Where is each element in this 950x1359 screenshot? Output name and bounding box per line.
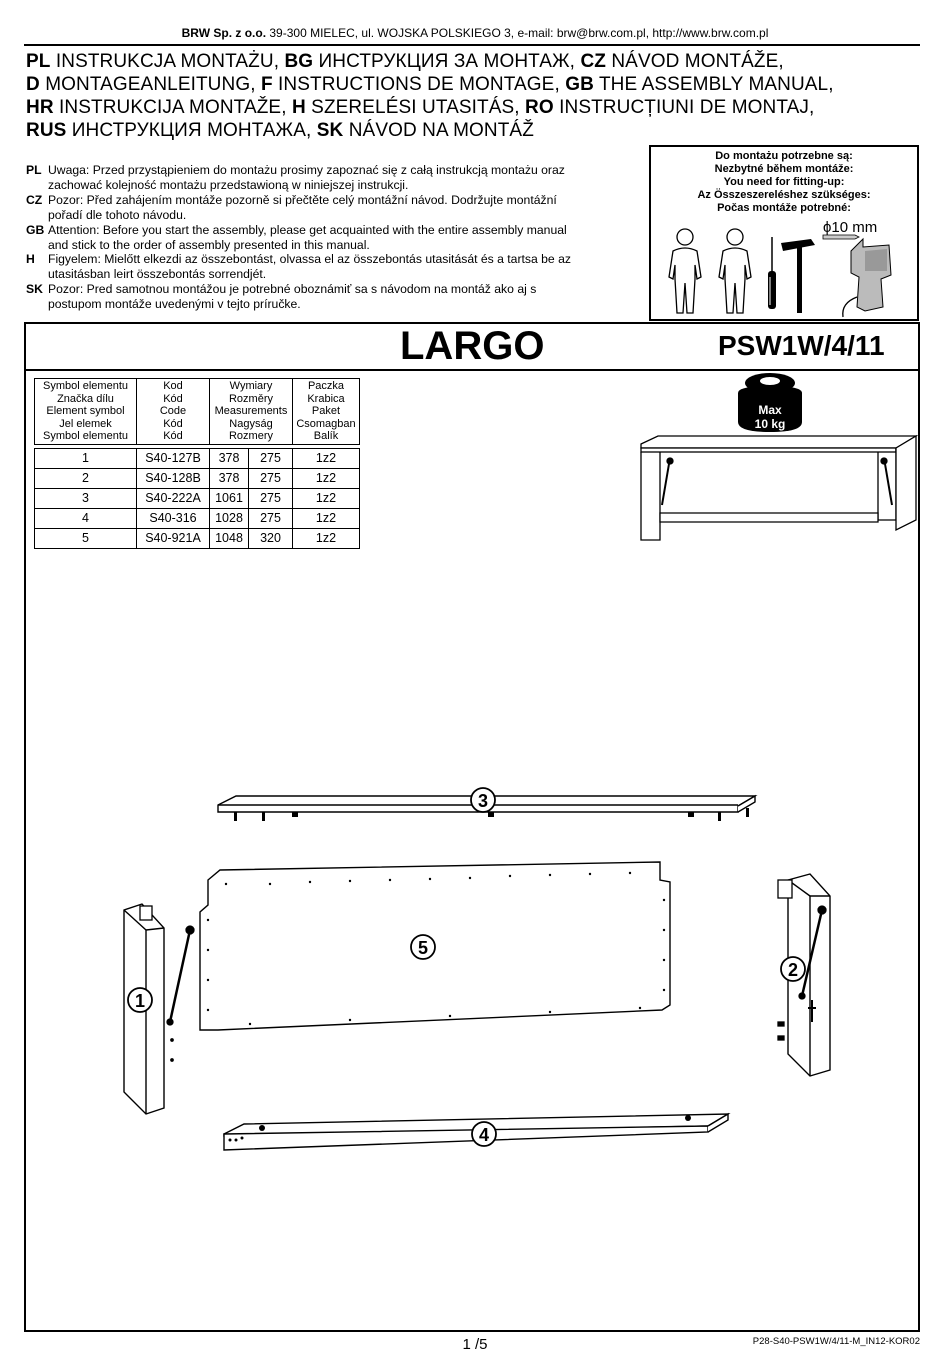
- title-text: ИНСТРУКЦИЯ МОНТАЖА,: [66, 120, 317, 141]
- title-text: MONTAGEANLEITUNG,: [39, 74, 261, 95]
- language-code: PL: [26, 51, 51, 72]
- title-text: INSTRUCȚIUNI DE MONTAJ,: [553, 97, 815, 118]
- language-code: GB: [565, 74, 594, 95]
- header-line: Symbol elementu: [43, 380, 128, 392]
- intro-language-code: H: [26, 252, 35, 267]
- language-code: F: [260, 74, 273, 95]
- language-code: CZ: [580, 51, 606, 72]
- part-label-4: [472, 1122, 496, 1146]
- header-line: Kód: [163, 392, 183, 405]
- header-line: Csomagban: [296, 417, 356, 430]
- cell-code: S40-921A: [137, 528, 210, 548]
- max-load-label: Max: [758, 403, 782, 417]
- cell-dim1: 378: [210, 468, 249, 488]
- product-code: PSW1W/4/11: [718, 330, 885, 361]
- intro-line-continued: zachować kolejność montażu przedstawioną w niniejszej instrukcji.: [48, 177, 409, 192]
- title-text: NÁVOD MONTÁŽE,: [605, 51, 784, 72]
- cell-code: S40-128B: [137, 468, 210, 488]
- cell-code: S40-127B: [137, 448, 210, 468]
- language-code: H: [291, 97, 306, 118]
- language-code: SK: [316, 120, 344, 141]
- tools-line: Nezbytné během montáže:: [714, 163, 854, 175]
- tools-line: Do montażu potrzebne są:: [715, 150, 853, 162]
- header-line: Wymiary: [229, 380, 273, 392]
- header-line: Rozmery: [228, 430, 273, 443]
- header-line: Rozměry: [228, 392, 273, 405]
- tools-line: Az Összeszereléshez szükséges:: [697, 189, 871, 201]
- intro-line-continued: and stick to the order of assembly presented in this manual.: [48, 237, 370, 252]
- cell-symbol: 1: [35, 448, 137, 468]
- header-line: Code: [159, 405, 187, 418]
- header-line: Paket: [311, 405, 341, 418]
- intro-line-continued: postupom montáže uvedenými v tejto príručke.: [48, 297, 301, 312]
- tools-line: You need for fitting-up:: [723, 176, 845, 188]
- part-label-2: [781, 957, 805, 981]
- svg-text:4: 4: [478, 1125, 490, 1145]
- assembled-cabinet-illustration: [641, 436, 916, 540]
- part-label-1: [128, 988, 152, 1012]
- header-line: Krabica: [307, 392, 345, 405]
- intro-line: Uwaga: Przed przystąpieniem do montażu prosimy zapoznać się z całą instrukcją montażu oraz: [48, 163, 565, 177]
- part-label-5: [411, 935, 435, 959]
- cell-symbol: 5: [35, 528, 137, 548]
- cell-dim2: 275: [249, 468, 293, 488]
- intro-language-code: SK: [26, 282, 43, 297]
- max-load-value: 10 kg: [754, 417, 786, 431]
- svg-text:2: 2: [787, 960, 799, 980]
- header-line: Measurements: [214, 405, 288, 418]
- title-text: ИНСТРУКЦИЯ ЗА МОНТАЖ,: [313, 51, 581, 72]
- page-number: 1 /5: [462, 1336, 488, 1353]
- language-code: BG: [284, 51, 314, 72]
- cell-symbol: 4: [35, 508, 137, 528]
- title-text: SZERELÉSI UTASITÁS,: [305, 97, 526, 118]
- header-line: Kod: [163, 380, 183, 392]
- cell-code: S40-316: [137, 508, 210, 528]
- intro-line-continued: utasitásban leirt összebontás sorrendjét.: [48, 267, 267, 282]
- document-reference: P28-S40-PSW1W/4/11-M_IN12-KOR02: [752, 1336, 920, 1347]
- cell-dim2: 275: [249, 488, 293, 508]
- intro-line: Pozor: Před zahájením montáže pozorně si přečtěte celý montážní návod. Dodržujte montážní: [48, 192, 557, 207]
- drill-bit-size: ϕ10 mm: [823, 219, 878, 236]
- cell-pack: 1z2: [293, 488, 360, 508]
- header-line: Paczka: [307, 380, 345, 392]
- intro-language-code: GB: [26, 222, 45, 237]
- intro-line: Attention: Before you start the assembly, please get acquainted with the entire assembly manual: [48, 222, 567, 237]
- intro-line-continued: pořadí dle tohoto návodu.: [48, 207, 187, 222]
- header-line: Symbol elementu: [43, 430, 128, 443]
- product-name: LARGO: [400, 324, 545, 368]
- intro-language-code: CZ: [26, 192, 43, 207]
- cell-pack: 1z2: [293, 468, 360, 488]
- title-text: NÁVOD NA MONTÁŽ: [343, 120, 534, 141]
- cell-dim2: 275: [249, 508, 293, 528]
- header-line: Značka dílu: [57, 392, 114, 405]
- company-address: 39-300 MIELEC, ul. WOJSKA POLSKIEGO 3, e-mail: brw@brw.com.pl, http://www.brw.com.pl: [266, 26, 769, 40]
- company-name: BRW Sp. z o.o.: [181, 26, 267, 40]
- cell-symbol: 3: [35, 488, 137, 508]
- language-code: RUS: [26, 120, 67, 141]
- intro-line: Figyelem: Mielőtt elkezdi az összebontást, olvassa el az összebontás utasitását és a tartsa be az: [48, 252, 571, 267]
- cell-pack: 1z2: [293, 528, 360, 548]
- header-line: Kód: [163, 430, 183, 443]
- cell-code: S40-222A: [137, 488, 210, 508]
- title-text: INSTRUKCIJA MONTAŽE,: [53, 97, 292, 118]
- title-text: THE ASSEMBLY MANUAL,: [593, 74, 834, 95]
- header-line: Nagyság: [229, 417, 273, 430]
- language-code: RO: [525, 97, 554, 118]
- part-label-3: [471, 788, 495, 812]
- header-line: Balík: [313, 430, 339, 443]
- cell-dim1: 1048: [210, 528, 249, 548]
- cell-dim1: 1061: [210, 488, 249, 508]
- language-code: HR: [26, 97, 54, 118]
- cell-dim1: 1028: [210, 508, 249, 528]
- cell-symbol: 2: [35, 468, 137, 488]
- title-text: INSTRUKCJA MONTAŻU,: [50, 51, 285, 72]
- svg-text:5: 5: [417, 938, 429, 958]
- max-load-weight-icon: [738, 373, 802, 432]
- cell-dim1: 378: [210, 448, 249, 468]
- intro-line: Pozor: Pred samotnou montážou je potrebné oboznámiť sa s návodom na montáž ako aj s: [48, 282, 537, 297]
- intro-language-code: PL: [26, 163, 42, 177]
- svg-text:1: 1: [134, 991, 146, 1011]
- tools-line: Počas montáže potrebné:: [717, 202, 851, 214]
- header-line: Element symbol: [46, 405, 125, 418]
- header-line: Jel elemek: [59, 417, 112, 430]
- cell-pack: 1z2: [293, 448, 360, 468]
- cell-pack: 1z2: [293, 508, 360, 528]
- header-line: Kód: [163, 417, 183, 430]
- svg-text:3: 3: [477, 791, 489, 811]
- title-text: INSTRUCTIONS DE MONTAGE,: [272, 74, 566, 95]
- cell-dim2: 320: [249, 528, 293, 548]
- language-code: D: [26, 74, 40, 95]
- cell-dim2: 275: [249, 448, 293, 468]
